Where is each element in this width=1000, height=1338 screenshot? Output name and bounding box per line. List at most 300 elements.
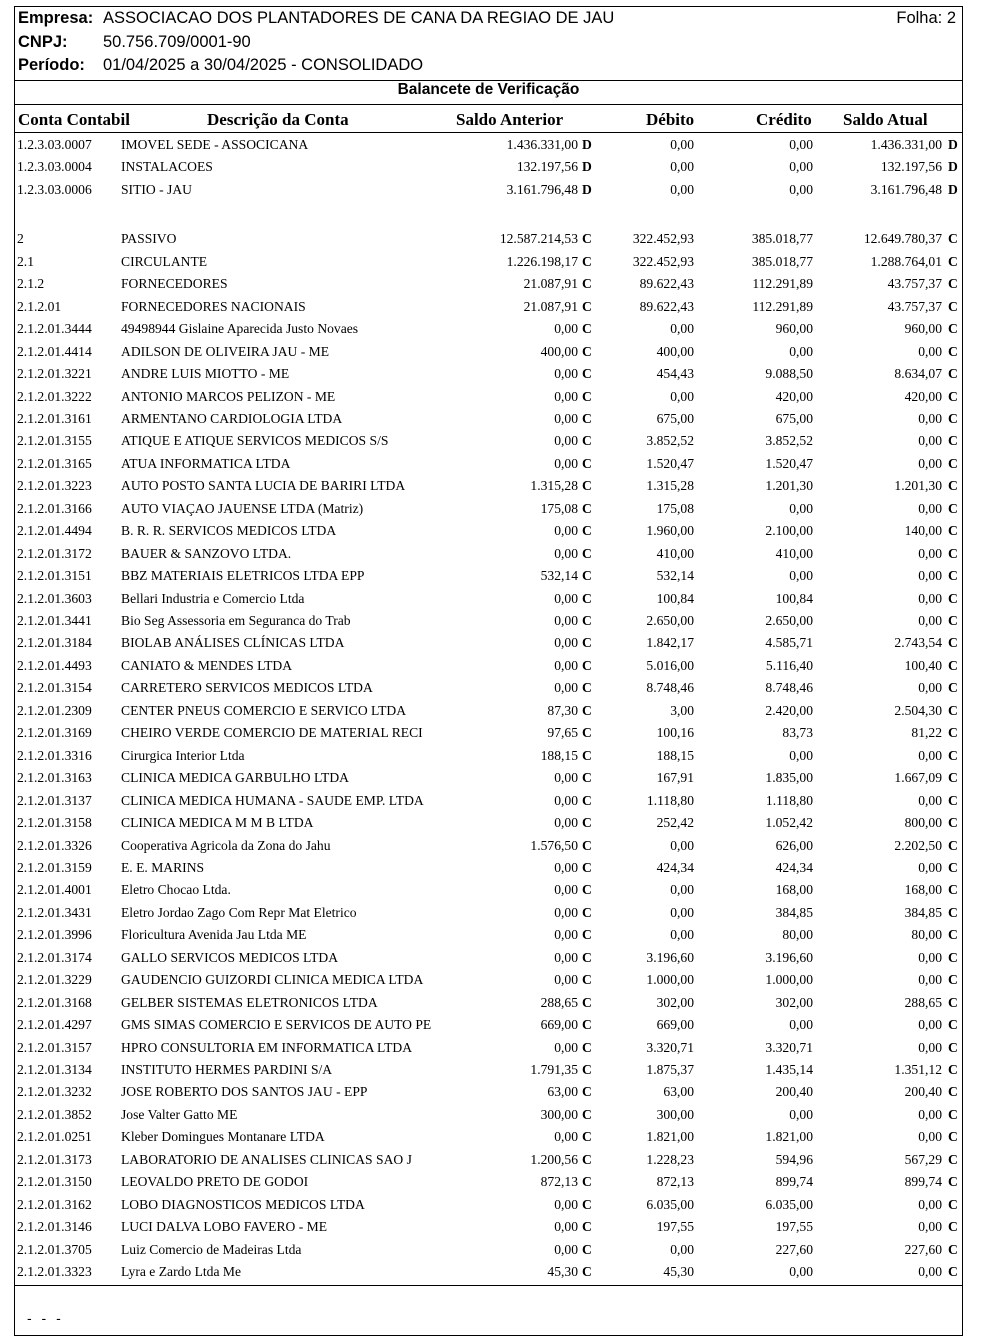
account-description: GAUDENCIO GUIZORDI CLINICA MEDICA LTDA — [121, 972, 424, 988]
debito-value: 197,55 — [656, 1219, 694, 1235]
credito-value: 0,00 — [789, 1106, 813, 1122]
saldo-atual-sign: C — [948, 949, 958, 965]
saldo-atual-value: 200,40 — [904, 1084, 942, 1100]
saldo-atual-sign: C — [948, 994, 958, 1010]
saldo-anterior-sign: C — [582, 388, 592, 404]
table-row — [15, 700, 962, 722]
saldo-atual-sign: C — [948, 568, 958, 584]
saldo-anterior-value: 21.087,91 — [523, 276, 578, 292]
saldo-anterior-value: 872,13 — [540, 1174, 578, 1190]
saldo-atual-value: 12.649.780,37 — [863, 231, 942, 247]
saldo-atual-value: 43.757,37 — [887, 276, 942, 292]
saldo-atual-value: 100,40 — [904, 657, 942, 673]
saldo-atual-sign: C — [948, 1017, 958, 1033]
account-code: 2.1.2.01.3146 — [17, 1219, 92, 1235]
credito-value: 168,00 — [775, 882, 813, 898]
saldo-atual-value: 81,22 — [911, 725, 942, 741]
saldo-anterior-sign: C — [582, 1196, 592, 1212]
table-row — [15, 1037, 962, 1059]
debito-value: 3,00 — [670, 702, 694, 718]
debito-value: 100,16 — [656, 725, 694, 741]
debito-value: 675,00 — [656, 410, 694, 426]
saldo-anterior-sign: C — [582, 837, 592, 853]
saldo-atual-value: 1.201,30 — [894, 478, 942, 494]
saldo-atual-sign: C — [948, 657, 958, 673]
table-row — [15, 520, 962, 542]
account-code: 2.1.2.01.3223 — [17, 478, 92, 494]
account-code: 2.1.2.01.3173 — [17, 1151, 92, 1167]
account-description: B. R. R. SERVICOS MEDICOS LTDA — [121, 523, 337, 539]
saldo-atual-sign: C — [948, 1219, 958, 1235]
folha-label: Folha: — [896, 9, 943, 27]
saldo-atual-sign: C — [948, 321, 958, 337]
account-code: 2.1.2.01.3166 — [17, 500, 92, 516]
saldo-anterior-value: 0,00 — [554, 455, 578, 471]
account-description: Floricultura Avenida Jau Ltda ME — [121, 927, 307, 943]
account-code: 2.1.2.01.3154 — [17, 680, 92, 696]
credito-value: 2.420,00 — [765, 702, 813, 718]
account-code: 2.1.2.01.3705 — [17, 1241, 92, 1257]
debito-value: 669,00 — [656, 1017, 694, 1033]
credito-value: 0,00 — [789, 1264, 813, 1280]
debito-value: 1.228,23 — [646, 1151, 694, 1167]
saldo-anterior-value: 0,00 — [554, 1039, 578, 1055]
credito-value: 5.116,40 — [765, 657, 813, 673]
debito-value: 872,13 — [656, 1174, 694, 1190]
col-header-descricao: Descrição da Conta — [207, 110, 349, 129]
account-description: ADILSON DE OLIVEIRA JAU - ME — [121, 343, 330, 359]
saldo-anterior-sign: D — [582, 181, 592, 197]
debito-value: 0,00 — [670, 159, 694, 175]
debito-value: 167,91 — [656, 770, 694, 786]
saldo-anterior-value: 0,00 — [554, 1129, 578, 1145]
account-code: 2.1.2.01.3431 — [17, 904, 92, 920]
saldo-anterior-sign: C — [582, 770, 592, 786]
credito-value: 1.052,42 — [765, 815, 813, 831]
saldo-anterior-sign: C — [582, 545, 592, 561]
table-row — [15, 1081, 962, 1103]
account-description: JOSE ROBERTO DOS SANTOS JAU - EPP — [121, 1084, 368, 1100]
account-code: 2.1.2.01.3168 — [17, 994, 92, 1010]
saldo-atual-sign: C — [948, 972, 958, 988]
saldo-atual-value: 0,00 — [918, 859, 942, 875]
saldo-atual-value: 0,00 — [918, 455, 942, 471]
account-code: 2.1.2.01.3155 — [17, 433, 92, 449]
divider — [15, 104, 962, 105]
credito-value: 899,74 — [775, 1174, 813, 1190]
table-row — [15, 341, 962, 363]
account-description: ANTONIO MARCOS PELIZON - ME — [121, 388, 336, 404]
saldo-anterior-value: 45,30 — [547, 1264, 578, 1280]
credito-value: 594,96 — [775, 1151, 813, 1167]
account-description: LOBO DIAGNOSTICOS MEDICOS LTDA — [121, 1196, 365, 1212]
saldo-anterior-value: 97,65 — [547, 725, 578, 741]
saldo-atual-value: 0,00 — [918, 1196, 942, 1212]
account-code: 2.1.2.01.3229 — [17, 972, 92, 988]
table-row — [15, 363, 962, 385]
debito-value: 1.821,00 — [646, 1129, 694, 1145]
credito-value: 1.435,14 — [765, 1062, 813, 1077]
footer-marker: - - - — [27, 1310, 64, 1326]
saldo-anterior-sign: C — [582, 1241, 592, 1257]
saldo-anterior-value: 0,00 — [554, 613, 578, 628]
empresa-value: ASSOCIACAO DOS PLANTADORES DE CANA DA REGIAO DE JAU — [103, 9, 615, 27]
account-description: CENTER PNEUS COMERCIO E SERVICO LTDA — [121, 702, 407, 718]
account-code: 2.1.2.01.3169 — [17, 725, 92, 741]
saldo-atual-value: 0,00 — [918, 1106, 942, 1122]
saldo-atual-sign: C — [948, 1174, 958, 1190]
saldo-anterior-value: 0,00 — [554, 949, 578, 965]
saldo-atual-value: 960,00 — [904, 321, 942, 337]
table-row — [15, 1014, 962, 1036]
saldo-atual-value: 0,00 — [918, 343, 942, 359]
account-description: FORNECEDORES — [121, 276, 228, 292]
col-header-debito: Débito — [646, 110, 695, 129]
saldo-atual-sign: C — [948, 1151, 958, 1167]
saldo-anterior-sign: C — [582, 613, 592, 628]
saldo-anterior-sign: C — [582, 568, 592, 584]
empresa-label: Empresa: — [18, 9, 94, 27]
account-description: CANIATO & MENDES LTDA — [121, 657, 293, 673]
debito-value: 302,00 — [656, 994, 694, 1010]
saldo-atual-sign: C — [948, 680, 958, 696]
credito-value: 2.100,00 — [765, 523, 813, 539]
account-description: SITIO - JAU — [121, 181, 192, 197]
table-row — [15, 408, 962, 430]
saldo-atual-value: 0,00 — [918, 1219, 942, 1235]
table-row — [15, 610, 962, 632]
saldo-anterior-value: 0,00 — [554, 590, 578, 606]
account-description: Eletro Jordao Zago Com Repr Mat Eletrico — [121, 904, 357, 920]
account-code: 2.1.2.01.3603 — [17, 590, 92, 606]
table-row — [15, 835, 962, 857]
account-code: 2.1.2.01.0251 — [17, 1129, 92, 1145]
saldo-atual-sign: C — [948, 1129, 958, 1145]
saldo-anterior-sign: C — [582, 455, 592, 471]
saldo-atual-sign: C — [948, 1241, 958, 1257]
debito-value: 8.748,46 — [646, 680, 694, 696]
account-code: 2.1.2.01.3161 — [17, 410, 92, 426]
account-description: GELBER SISTEMAS ELETRONICOS LTDA — [121, 994, 378, 1010]
cnpj-value: 50.756.709/0001-90 — [103, 33, 251, 51]
debito-value: 3.320,71 — [646, 1039, 694, 1055]
account-code: 2.1.2.01.3996 — [17, 927, 92, 943]
saldo-anterior-sign: C — [582, 478, 592, 494]
saldo-anterior-value: 3.161.796,48 — [506, 181, 578, 197]
saldo-atual-sign: C — [948, 702, 958, 718]
saldo-atual-value: 0,00 — [918, 500, 942, 516]
saldo-atual-value: 0,00 — [918, 792, 942, 808]
account-description: FORNECEDORES NACIONAIS — [121, 298, 306, 314]
saldo-anterior-value: 1.226.198,17 — [506, 253, 578, 269]
account-code: 2.1.2.01.3316 — [17, 747, 92, 763]
credito-value: 0,00 — [789, 1017, 813, 1033]
debito-value: 0,00 — [670, 1241, 694, 1257]
table-row — [15, 386, 962, 408]
account-code: 2.1.2.01.4494 — [17, 523, 92, 539]
credito-value: 1.835,00 — [765, 770, 813, 786]
account-description: IMOVEL SEDE - ASSOCICANA — [121, 137, 309, 152]
saldo-atual-value: 227,60 — [904, 1241, 942, 1257]
saldo-atual-sign: C — [948, 815, 958, 831]
debito-value: 322.452,93 — [632, 231, 694, 247]
saldo-atual-sign: C — [948, 837, 958, 853]
saldo-anterior-value: 0,00 — [554, 1219, 578, 1235]
table-row — [15, 1216, 962, 1238]
credito-value: 200,40 — [775, 1084, 813, 1100]
saldo-atual-sign: C — [948, 747, 958, 763]
account-description: Luiz Comercio de Madeiras Ltda — [121, 1241, 302, 1257]
saldo-anterior-sign: C — [582, 276, 592, 292]
col-header-credito: Crédito — [756, 110, 812, 129]
divider — [15, 132, 962, 133]
account-description: AUTO POSTO SANTA LUCIA DE BARIRI LTDA — [121, 478, 406, 494]
saldo-anterior-sign: C — [582, 859, 592, 875]
account-description: Kleber Domingues Montanare LTDA — [121, 1129, 325, 1145]
periodo-value: 01/04/2025 a 30/04/2025 - CONSOLIDADO — [103, 56, 424, 74]
saldo-atual-value: 0,00 — [918, 1017, 942, 1033]
saldo-anterior-sign: C — [582, 523, 592, 539]
saldo-atual-sign: D — [948, 137, 958, 152]
saldo-atual-sign: C — [948, 366, 958, 382]
account-code: 2.1.2.01.4297 — [17, 1017, 92, 1033]
saldo-atual-sign: C — [948, 1084, 958, 1100]
saldo-atual-value: 2.743,54 — [894, 635, 942, 651]
saldo-atual-value: 0,00 — [918, 410, 942, 426]
debito-value: 0,00 — [670, 882, 694, 898]
saldo-anterior-sign: C — [582, 792, 592, 808]
debito-value: 45,30 — [663, 1264, 694, 1280]
account-description: INSTITUTO HERMES PARDINI S/A — [121, 1062, 333, 1077]
table-row — [15, 969, 962, 991]
table-row — [15, 790, 962, 812]
credito-value: 6.035,00 — [765, 1196, 813, 1212]
debito-value: 0,00 — [670, 321, 694, 337]
credito-value: 4.585,71 — [765, 635, 813, 651]
debito-value: 1.875,37 — [646, 1062, 694, 1077]
saldo-anterior-value: 300,00 — [540, 1106, 578, 1122]
table-row — [15, 745, 962, 767]
saldo-atual-sign: D — [948, 181, 958, 197]
account-description: BAUER & SANZOVO LTDA. — [121, 545, 292, 561]
account-description: Eletro Chocao Ltda. — [121, 882, 231, 898]
credito-value: 8.748,46 — [765, 680, 813, 696]
debito-value: 0,00 — [670, 388, 694, 404]
table-row — [15, 1194, 962, 1216]
saldo-anterior-sign: C — [582, 949, 592, 965]
account-code: 2.1.2.01.3326 — [17, 837, 92, 853]
table-row — [15, 251, 962, 273]
debito-value: 100,84 — [656, 590, 694, 606]
saldo-atual-value: 420,00 — [904, 388, 942, 404]
credito-value: 83,73 — [782, 725, 813, 741]
account-code: 2.1.2.01.3157 — [17, 1039, 92, 1055]
table-row — [15, 475, 962, 497]
account-code: 2.1.2.01.3852 — [17, 1106, 92, 1122]
saldo-atual-sign: C — [948, 1062, 958, 1077]
account-code: 2.1.2.01.3174 — [17, 949, 92, 965]
saldo-atual-sign: C — [948, 725, 958, 741]
saldo-anterior-sign: C — [582, 253, 592, 269]
saldo-atual-value: 0,00 — [918, 545, 942, 561]
account-description: Jose Valter Gatto ME — [121, 1106, 238, 1122]
saldo-atual-value: 80,00 — [911, 927, 942, 943]
table-row — [15, 179, 962, 201]
credito-value: 675,00 — [775, 410, 813, 426]
saldo-anterior-sign: C — [582, 1062, 592, 1077]
saldo-anterior-sign: C — [582, 590, 592, 606]
table-row — [15, 947, 962, 969]
table-row — [15, 565, 962, 587]
credito-value: 80,00 — [782, 927, 813, 943]
account-code: 1.2.3.03.0007 — [17, 137, 92, 152]
account-code: 2.1.2.01.3159 — [17, 859, 92, 875]
saldo-anterior-value: 21.087,91 — [523, 298, 578, 314]
periodo-label: Período: — [18, 56, 85, 74]
saldo-anterior-value: 0,00 — [554, 410, 578, 426]
debito-value: 0,00 — [670, 927, 694, 943]
saldo-anterior-sign: C — [582, 904, 592, 920]
saldo-anterior-sign: D — [582, 137, 592, 152]
saldo-atual-sign: C — [948, 792, 958, 808]
credito-value: 1.520,47 — [765, 455, 813, 471]
table-row — [15, 767, 962, 789]
saldo-anterior-sign: C — [582, 500, 592, 516]
periodo-line — [18, 56, 424, 75]
credito-value: 112.291,89 — [752, 298, 813, 314]
saldo-anterior-sign: C — [582, 1151, 592, 1167]
saldo-atual-sign: C — [948, 276, 958, 292]
account-description: HPRO CONSULTORIA EM INFORMATICA LTDA — [121, 1039, 413, 1055]
account-code: 2.1.2.01.4001 — [17, 882, 92, 898]
divider — [15, 1285, 962, 1286]
saldo-atual-value: 0,00 — [918, 747, 942, 763]
account-description: CLINICA MEDICA GARBULHO LTDA — [121, 770, 349, 786]
account-code: 2.1.2.01.3221 — [17, 366, 92, 382]
table-row — [15, 1126, 962, 1148]
credito-value: 420,00 — [775, 388, 813, 404]
account-description: E. E. MARINS — [121, 859, 205, 875]
saldo-anterior-sign: C — [582, 657, 592, 673]
debito-value: 6.035,00 — [646, 1196, 694, 1212]
credito-value: 1.118,80 — [765, 792, 813, 808]
saldo-anterior-value: 188,15 — [540, 747, 578, 763]
credito-value: 227,60 — [775, 1241, 813, 1257]
saldo-anterior-sign: C — [582, 1219, 592, 1235]
account-code: 1.2.3.03.0006 — [17, 181, 92, 197]
credito-value: 302,00 — [775, 994, 813, 1010]
saldo-atual-sign: C — [948, 590, 958, 606]
saldo-atual-sign: C — [948, 882, 958, 898]
saldo-anterior-value: 1.315,28 — [530, 478, 578, 494]
account-description: ATUA INFORMATICA LTDA — [121, 455, 291, 471]
saldo-atual-value: 1.436.331,00 — [870, 137, 942, 152]
debito-value: 532,14 — [656, 568, 694, 584]
saldo-anterior-sign: C — [582, 815, 592, 831]
saldo-atual-sign: C — [948, 455, 958, 471]
account-code: 2 — [17, 231, 24, 247]
saldo-atual-value: 0,00 — [918, 1039, 942, 1055]
saldo-anterior-value: 532,14 — [540, 568, 578, 584]
debito-value: 300,00 — [656, 1106, 694, 1122]
saldo-anterior-value: 0,00 — [554, 680, 578, 696]
table-row — [15, 296, 962, 318]
saldo-anterior-value: 288,65 — [540, 994, 578, 1010]
debito-value: 0,00 — [670, 837, 694, 853]
saldo-anterior-sign: C — [582, 231, 592, 247]
saldo-atual-sign: C — [948, 1264, 958, 1280]
saldo-atual-value: 2.202,50 — [894, 837, 942, 853]
table-row — [15, 1239, 962, 1261]
saldo-atual-value: 0,00 — [918, 1264, 942, 1280]
saldo-atual-value: 2.504,30 — [894, 702, 942, 718]
account-description: Cooperativa Agricola da Zona do Jahu — [121, 837, 331, 853]
account-description: ANDRE LUIS MIOTTO - ME — [121, 366, 290, 382]
saldo-anterior-value: 1.791,35 — [530, 1062, 578, 1077]
account-code: 2.1.2 — [17, 276, 45, 292]
account-description: CHEIRO VERDE COMERCIO DE MATERIAL RECI — [121, 725, 423, 741]
credito-value: 0,00 — [789, 159, 813, 175]
saldo-anterior-sign: C — [582, 972, 592, 988]
debito-value: 1.842,17 — [646, 635, 694, 651]
table-row — [15, 924, 962, 946]
saldo-anterior-value: 0,00 — [554, 433, 578, 449]
col-header-conta: Conta Contabil — [18, 110, 130, 129]
account-code: 2.1 — [17, 253, 34, 269]
account-description: PASSIVO — [121, 231, 177, 247]
saldo-atual-sign: C — [948, 613, 958, 628]
saldo-anterior-sign: C — [582, 994, 592, 1010]
account-code: 2.1.2.01.3232 — [17, 1084, 92, 1100]
saldo-anterior-value: 0,00 — [554, 388, 578, 404]
col-header-saldo-atual: Saldo Atual — [843, 110, 928, 129]
account-code: 2.1.2.01.3150 — [17, 1174, 92, 1190]
account-description: INSTALACOES — [121, 159, 213, 175]
saldo-atual-value: 0,00 — [918, 949, 942, 965]
saldo-anterior-sign: C — [582, 927, 592, 943]
table-row — [15, 902, 962, 924]
cnpj-label: CNPJ: — [18, 33, 68, 51]
credito-value: 424,34 — [775, 859, 813, 875]
saldo-atual-sign: C — [948, 1196, 958, 1212]
saldo-atual-value: 8.634,07 — [894, 366, 942, 382]
debito-value: 1.315,28 — [646, 478, 694, 494]
table-row — [15, 543, 962, 565]
debito-value: 89.622,43 — [639, 276, 694, 292]
debito-value: 3.852,52 — [646, 433, 694, 449]
saldo-anterior-value: 0,00 — [554, 859, 578, 875]
saldo-atual-value: 3.161.796,48 — [870, 181, 942, 197]
saldo-atual-value: 43.757,37 — [887, 298, 942, 314]
saldo-atual-value: 168,00 — [904, 882, 942, 898]
account-code: 2.1.2.01.3162 — [17, 1196, 92, 1212]
table-row — [15, 677, 962, 699]
saldo-anterior-value: 0,00 — [554, 1241, 578, 1257]
saldo-atual-sign: C — [948, 523, 958, 539]
debito-value: 322.452,93 — [632, 253, 694, 269]
credito-value: 9.088,50 — [765, 366, 813, 382]
table-row — [15, 498, 962, 520]
table-row — [15, 1149, 962, 1171]
saldo-anterior-value: 0,00 — [554, 366, 578, 382]
saldo-atual-sign: C — [948, 545, 958, 561]
saldo-atual-value: 899,74 — [904, 1174, 942, 1190]
credito-value: 385.018,77 — [751, 253, 813, 269]
table-row — [15, 430, 962, 452]
saldo-anterior-value: 0,00 — [554, 882, 578, 898]
account-code: 2.1.2.01.3441 — [17, 613, 92, 628]
saldo-anterior-sign: C — [582, 882, 592, 898]
